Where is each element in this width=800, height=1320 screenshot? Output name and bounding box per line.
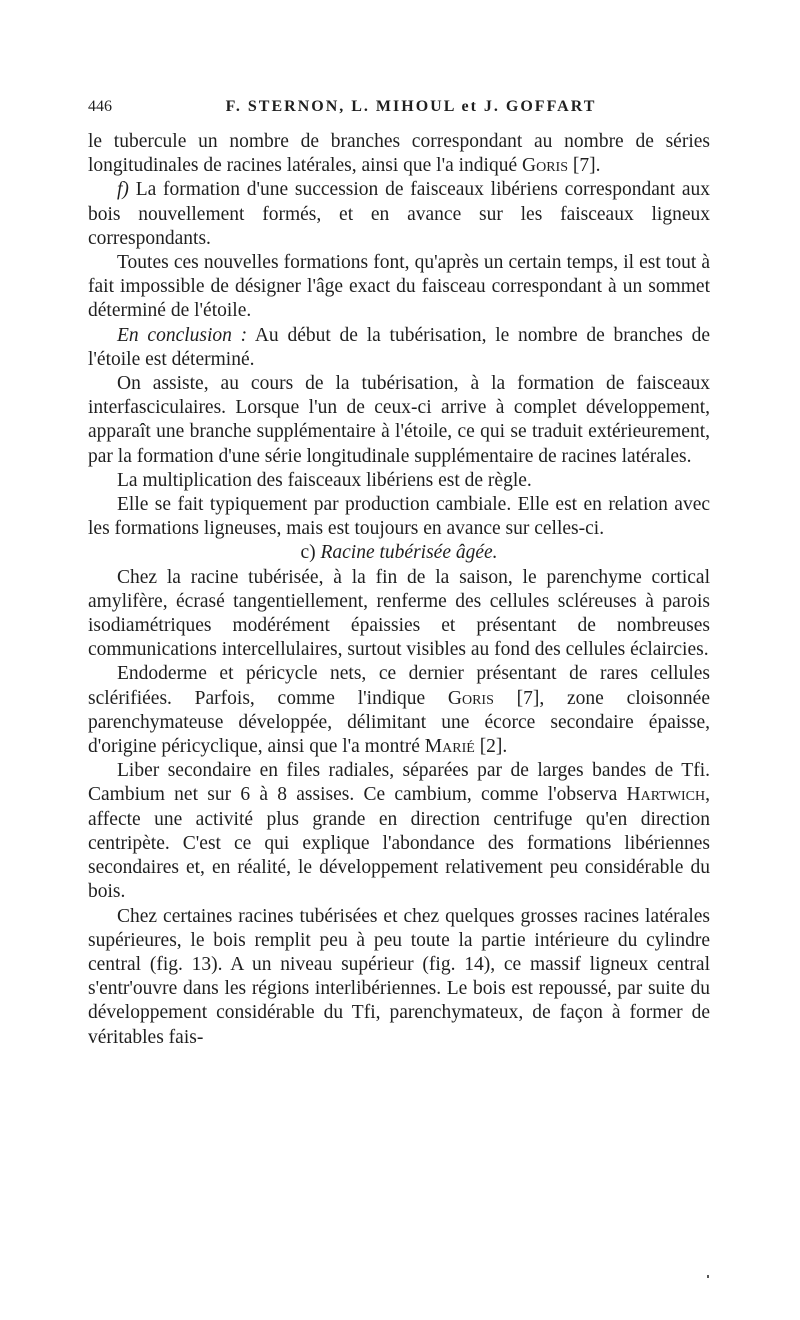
paragraph-6: La multiplication des faisceaux libériens est de règle. (117, 469, 532, 491)
paragraph-7: Elle se fait typiquement par production cambiale. Elle est en relation avec les formations ligneuses, mais est toujours en avance sur celles-ci. (88, 494, 710, 540)
author-name: Goris (447, 687, 494, 709)
conclusion-label: En conclusion : (117, 324, 248, 346)
author-name: Marié (424, 736, 475, 758)
paragraph-4: En conclusion : Au début de la tubérisation, le nombre de branches de l'étoile est déterminé. (88, 324, 711, 370)
paragraph-11: Chez certaines racines tubérisées et chez quelques grosses racines latérales supérieures, le bois remplit peu à peu toute la partie intérieure du cylindre central (fig. 13). A un niveau supérieur (fig. 14), ce massif ligneux central s'entr'ouvre dans les régions interlibériennes. Le bois est repoussé, par suite du développement considérable du Tfi, parenchymateux, de façon à former de véritables fais- (88, 905, 710, 1048)
page-header (88, 98, 710, 122)
paragraph-1: le tubercule un nombre de branches correspondant au nombre de séries longitudinales de racines latérales, ainsi que l'a indiqué Goris [7]. (88, 131, 710, 177)
body-text (88, 130, 710, 1050)
paragraph-3: Toutes ces nouvelles formations font, qu'après un certain temps, il est tout à fait impossible de désigner l'âge exact du faisceau correspondant à un sommet déterminé de l'étoile. (88, 252, 710, 322)
author-name: Hartwich (626, 784, 706, 806)
author-name: Goris (522, 155, 568, 177)
paragraph-10: Liber secondaire en files radiales, séparées par de larges bandes de Tfi. Cambium net sur 6 à 8 assises. Ce cambium, comme l'observa Hartwich, affecte une activité plus grande en direction centrifuge qu'en direction centripète. C'est ce qui explique l'abondance des formations libériennes secondaires et, en réalité, le développement relativement peu considérable du bois. (88, 760, 710, 903)
paragraph-5: On assiste, au cours de la tubérisation, à la formation de faisceaux interfasciculaires. Lorsque l'un de ceux-ci arrive à complet développement, apparaît une branche supplémentaire à l'étoile, ce qui se traduit extérieurement, par la formation d'une série longitudinale supplémentaire de racines latérales. (88, 373, 710, 467)
list-label: f) (117, 179, 129, 201)
paragraph-8: Chez la racine tubérisée, à la fin de la saison, le parenchyme cortical amylifère, écrasé tangentiellement, renferme des cellules scléreuses à parois isodiamétriques modérément épaissies et présentant de nombreuses communications intercellulaires, surtout visibles au fond des cellules éclaircies. (88, 566, 710, 661)
page-number: 446 (88, 98, 112, 115)
section-title: c) Racine tubérisée âgée. (300, 542, 498, 564)
scan-mark (707, 1275, 709, 1278)
paragraph-9: Endoderme et péricycle nets, ce dernier présentant de rares cellules sclérifiées. Parfois, comme l'indique Goris [7], zone cloisonnée parenchymateuse développée, délimitant une écorce secondaire épaisse, d'origine péricyclique, ainsi que l'a montré Marié [2]. (88, 663, 710, 758)
paragraph-2: f) La formation d'une succession de faisceaux libériens correspondant aux bois nouvellement formés, et en avance sur les faisceaux ligneux correspondants. (88, 179, 710, 249)
running-head: F. STERNON, L. MIHOUL et J. GOFFART (225, 98, 597, 115)
